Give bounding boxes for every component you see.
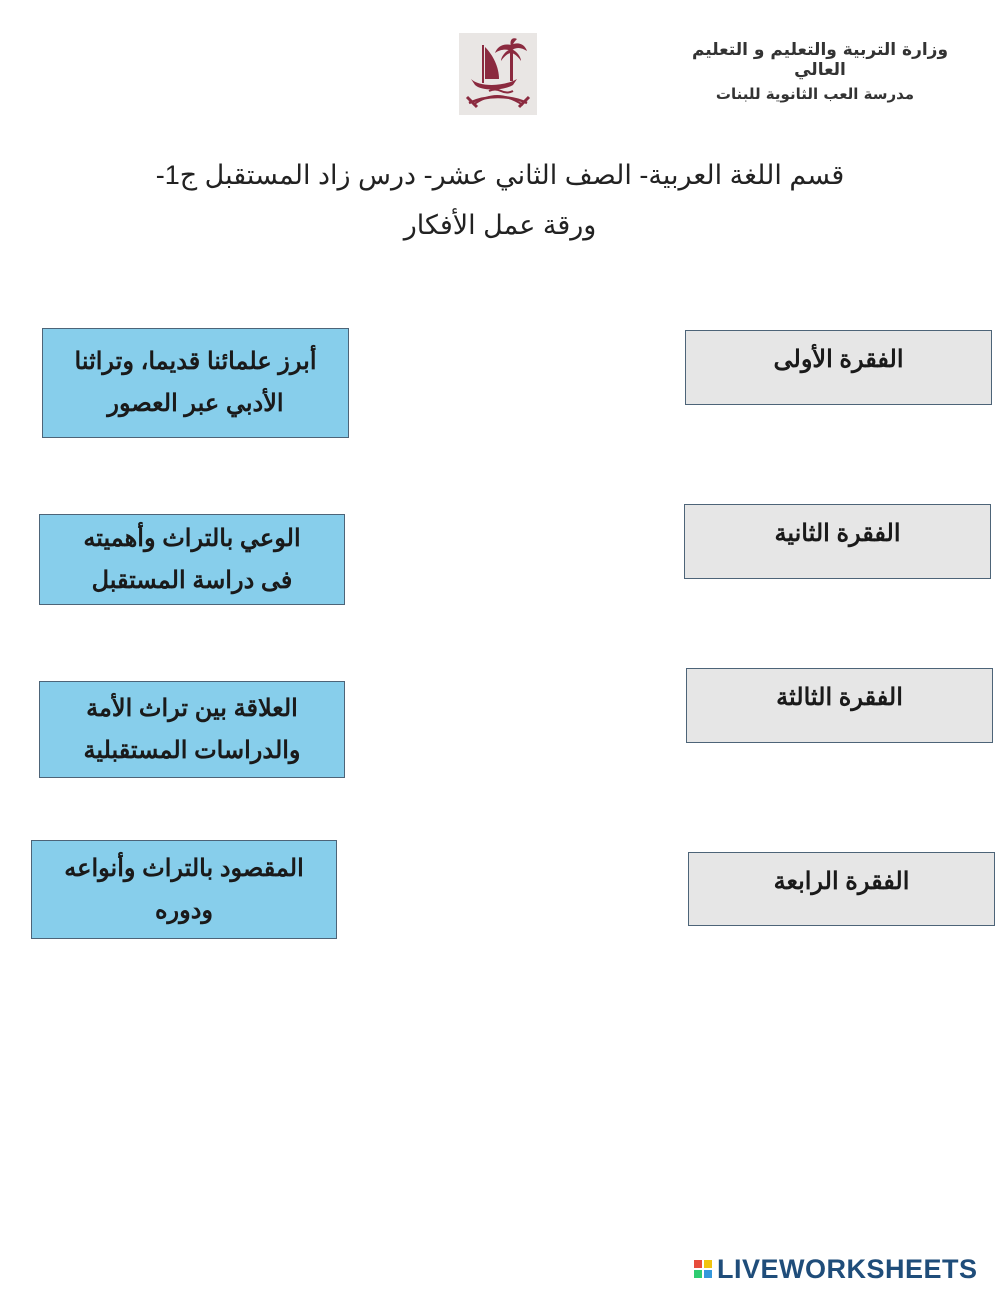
liveworksheets-logo[interactable] (693, 1254, 978, 1284)
idea-card-line: ودوره (154, 896, 214, 924)
qatar-emblem-icon (459, 33, 537, 115)
paragraph-drop-target[interactable] (685, 330, 992, 405)
school-name: مدرسة العب الثانوية للبنات (715, 85, 915, 103)
paragraph-label: الفقرة الرابعة (773, 868, 910, 895)
idea-card-line: والدراسات المستقبلية (83, 736, 301, 764)
idea-card-line: الأدبي عبر العصور (107, 390, 284, 417)
paragraph-label: الفقرة الثانية (774, 520, 901, 547)
idea-card-line: العلاقة بين تراث الأمة (86, 694, 298, 722)
paragraph-drop-target[interactable] (688, 852, 995, 926)
idea-card[interactable] (39, 681, 345, 778)
liveworksheets-logo-text: LIVEWORKSHEETS (717, 1253, 978, 1284)
idea-card-line: الوعي بالتراث وأهميته (83, 524, 301, 552)
worksheet-title: قسم اللغة العربية- الصف الثاني عشر- درس زاد المستقبل ج1- (155, 160, 845, 190)
idea-card[interactable] (31, 840, 337, 939)
idea-card[interactable] (39, 514, 345, 605)
idea-card[interactable] (42, 328, 349, 438)
idea-card-line: المقصود بالتراث وأنواعه (64, 854, 304, 882)
worksheet-subtitle: ورقة عمل الأفكار (403, 210, 597, 240)
ministry-name: وزارة التربية والتعليم و التعليم العالي (691, 40, 949, 80)
paragraph-label: الفقرة الثالثة (776, 684, 903, 711)
paragraph-label: الفقرة الأولى (773, 346, 904, 373)
idea-card-line: فى دراسة المستقبل (91, 566, 293, 594)
liveworksheets-logo-icon (693, 1259, 713, 1279)
paragraph-drop-target[interactable] (684, 504, 991, 579)
idea-card-line: أبرز علمائنا قديما، وتراثنا (74, 348, 317, 375)
paragraph-drop-target[interactable] (686, 668, 993, 743)
